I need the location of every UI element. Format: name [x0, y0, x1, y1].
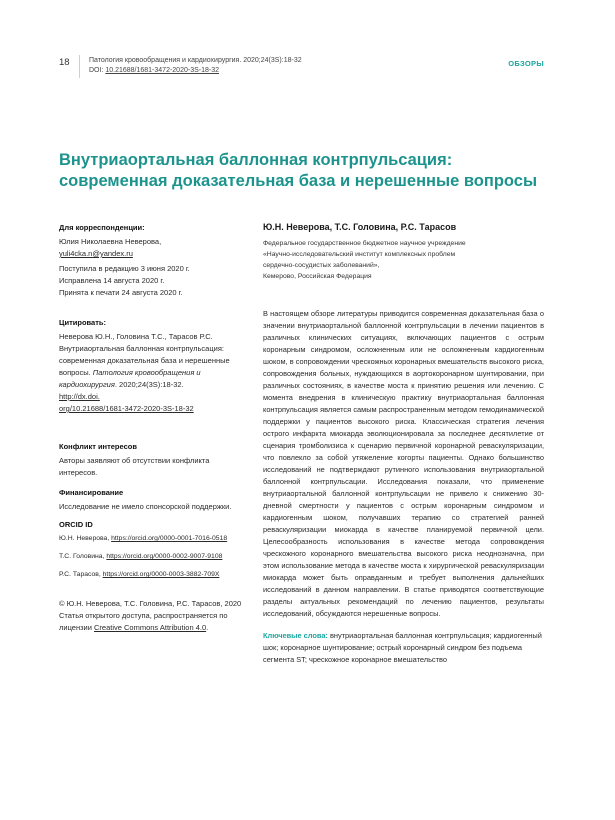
- orcid-entry: [59, 551, 247, 562]
- orcid-entry: [59, 533, 247, 544]
- copyright-block: [59, 598, 247, 634]
- keywords: [263, 630, 544, 666]
- sidebar: [59, 222, 247, 646]
- affiliation-line: Кемерово, Российская Федерация: [263, 273, 372, 280]
- citation-details: . 2020;24(3S):18-32.: [114, 380, 184, 389]
- orcid-entry: [59, 569, 247, 580]
- license-prefix: Статья открытого доступа, распространяется по лицензии: [59, 611, 228, 632]
- funding-block: [59, 487, 247, 513]
- header-divider: [79, 55, 80, 78]
- license-text: [59, 610, 247, 634]
- conflict-text: Авторы заявляют об отсутствии конфликта интересов.: [59, 456, 210, 477]
- journal-citation-header: [89, 56, 302, 76]
- doi-line: [89, 66, 302, 76]
- orcid-author-name: Ю.Н. Неверова,: [59, 535, 112, 542]
- orcid-block: [59, 519, 247, 580]
- affiliation-line: «Научно-исследовательский институт комплексных проблем: [263, 251, 456, 258]
- correspondence-email-link[interactable]: yuli4cka.n@yandex.ru: [59, 249, 133, 258]
- citation-block: [59, 317, 247, 415]
- doi-prefix: DOI:: [89, 67, 106, 74]
- page-number: 18: [59, 57, 70, 68]
- abstract: В настоящем обзоре литературы приводится современная доказательная база о значении внутриаортальной баллонной контрпульсации в лечении пациентов в различных клинических ситуациях, включающих пациентов с острым коронарным синдромом, осложненным или не осложненным кардиогенным шоком, в сопровождении чрескожных коронарных вмешательств высокого риска, сопровождения больных, нуждающихся в аортокоронарном шунтировании, при различных состояниях, в качестве моста к принятию решения или лечению. С момента внедрения в клиническую практику внутриаортальная баллонная контрпульсация является самым распространенным методом гемодинамической поддержки у пациентов высокого риска. Классическая стратегия лечения острого инфаркта миокарда эволюционировала за последнее десятилетие от сценария тромболизиса к сценарию первичной коронарной реваскуляризации, что повлекло за собой утяжеление когорты пациенты. Однако большинство исследований не подтверждают рутинного использования внутриаортальной баллонной контрпульсации. Исследования показали, что применение внутриаортальной баллонной контрпульсации не привело к снижению 30-дневной смертности у пациентов с острым коронарным синдромом и кардиогенным шоком, получавших терапию со стратегией ранней реваскуляризации миокарда в качестве планируемой первичной цели. Целесообразность использования в качестве метода сопровождения чрескожного коронарного вмешательства высокого риска неоднозначна, при этом использование метода в качестве моста к хирургической реваскуляризации миокарда может быть оправданным и требует выполнения дальнейших исследований в данном направлении. В статье приводятся соответствующие разделы актуальных рекомендаций по лечению пациентов, результаты исследований, обсуждаются нерешенные вопросы.: [263, 309, 544, 618]
- orcid-link[interactable]: https://orcid.org/0000-0002-9007-9108: [106, 553, 223, 560]
- citation-text: [59, 331, 247, 391]
- keywords-label: Ключевые слова:: [263, 631, 328, 640]
- conflict-heading: Конфликт интересов: [59, 442, 137, 451]
- citation-doi-link-line2[interactable]: org/10.21688/1681-3472-2020-3S-18-32: [59, 404, 194, 413]
- orcid-author-name: Т.С. Головина,: [59, 553, 107, 560]
- citation-authors-title: Неверова Ю.Н., Головина Т.С., Тарасов Р.С. Внутриаортальная баллонная контрпульсация: современная доказательная база и нерешенные вопросы.: [59, 332, 230, 377]
- funding-text: Исследование не имело спонсорской поддержки.: [59, 502, 232, 511]
- main-column: [263, 222, 544, 666]
- citation-journal: Патология кровообращения и кардиохирургия: [59, 368, 201, 389]
- doi-link[interactable]: 10.21688/1681-3472-2020-3S-18-32: [105, 67, 219, 74]
- received-date: Поступила в редакцию 3 июня 2020 г.: [59, 264, 190, 273]
- conflict-block: [59, 441, 247, 479]
- correspondence-heading: Для корреспонденции:: [59, 223, 145, 232]
- article-title: Внутриаортальная баллонная контрпульсация: современная доказательная база и нерешенные вопросы: [59, 151, 538, 190]
- citation-doi-link[interactable]: [59, 391, 247, 415]
- authors: Ю.Н. Неверова, Т.С. Головина, Р.С. Тарасов: [263, 222, 457, 232]
- orcid-heading: ORCID ID: [59, 520, 93, 529]
- accepted-date: Принята к печати 24 августа 2020 г.: [59, 288, 183, 297]
- orcid-link[interactable]: https://orcid.org/0000-0003-3882-709X: [102, 571, 220, 578]
- citation-doi-link-line1[interactable]: http://dx.doi.: [59, 392, 100, 401]
- journal-line: Патология кровообращения и кардиохирургия. 2020;24(3S):18-32: [89, 57, 302, 64]
- license-end: .: [206, 623, 209, 632]
- correspondence-block: [59, 222, 247, 299]
- section-label: ОБЗОРЫ: [508, 59, 544, 68]
- keywords-text: внутриаортальная баллонная контрпульсация; кардиогенный шок; коронарное шунтирование; острый коронарный синдром без подъема сегмента ST; чрескожное коронарное вмешательство: [263, 631, 542, 664]
- affiliation-line: Федеральное государственное бюджетное научное учреждение: [263, 240, 466, 247]
- orcid-author-name: Р.С. Тарасов,: [59, 571, 103, 578]
- affiliation-line: сердечно-сосудистых заболеваний»,: [263, 262, 380, 269]
- funding-heading: Финансирование: [59, 488, 124, 497]
- orcid-link[interactable]: https://orcid.org/0000-0001-7016-0518: [111, 535, 228, 542]
- copyright-line: © Ю.Н. Неверова, Т.С. Головина, Р.С. Тарасов, 2020: [59, 599, 242, 608]
- license-link[interactable]: Creative Commons Attribution 4.0: [94, 623, 207, 632]
- citation-heading: Цитировать:: [59, 318, 106, 327]
- revised-date: Исправлена 14 августа 2020 г.: [59, 276, 165, 285]
- correspondence-name: Юлия Николаевна Неверова,: [59, 237, 162, 246]
- affiliation: [263, 238, 544, 282]
